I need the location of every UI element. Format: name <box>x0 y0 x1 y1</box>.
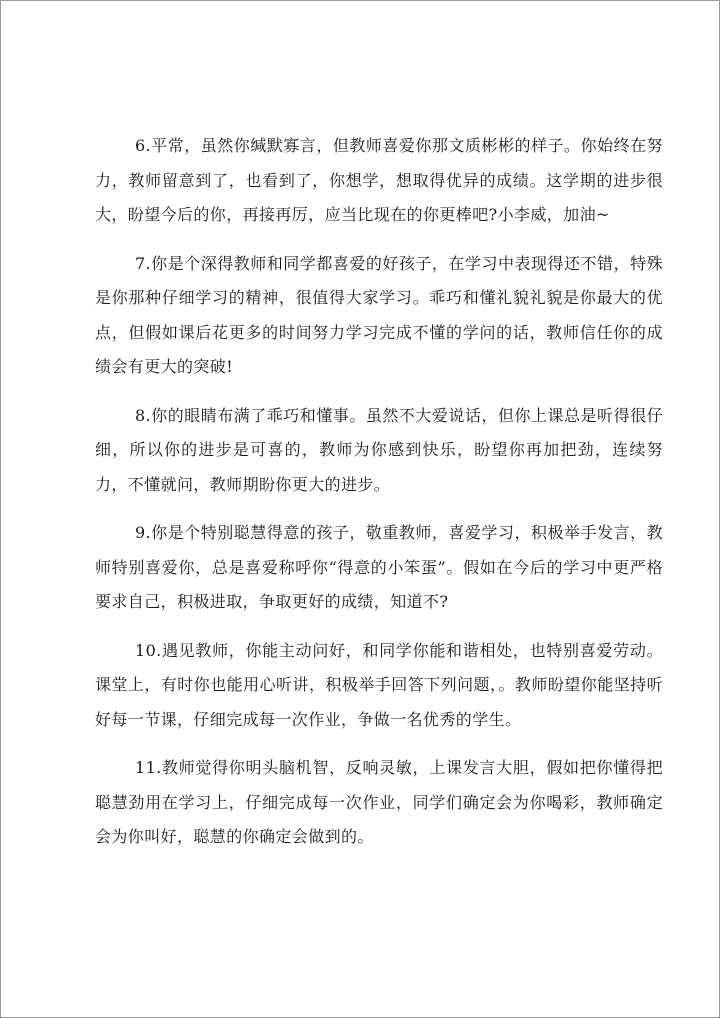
comment-paragraph-9: 9.你是个特别聪慧得意的孩子，敬重教师，喜爱学习，积极举手发言，教师特别喜爱你，总是喜爱称呼你“得意的小笨蛋”。假如在今后的学习中更严格要求自己，积极进取，争取更好的成绩，知道不? <box>95 523 663 611</box>
comment-paragraph-6: 6.平常，虽然你缄默寡言，但教师喜爱你那文质彬彬的样子。你始终在努力，教师留意到了，也看到了，你想学，想取得优异的成绩。这学期的进步很大，盼望今后的你，再接再厉，应当比现在的你更棒吧?小李威，加油~ <box>95 136 663 224</box>
comment-paragraph-8: 8.你的眼睛布满了乖巧和懂事。虽然不大爱说话，但你上课总是听得很仔细，所以你的进步是可喜的，教师为你感到快乐，盼望你再加把劲，连续努力，不懂就问，教师期盼你更大的进步。 <box>95 405 663 494</box>
comment-paragraph-7: 7.你是个深得教师和同学都喜爱的好孩子，在学习中表现得还不错，特殊是你那种仔细学习的精神，很值得大家学习。乖巧和懂礼貌礼貌是你最大的优点，但假如课后花更多的时间努力学习完成不懂的学问的话，教师信任你的成绩会有更大的突破! <box>95 253 663 376</box>
document-body <box>95 129 663 869</box>
comment-paragraph-11: 11.教师觉得你明头脑机智，反响灵敏，上课发言大胆，假如把你懂得把聪慧劲用在学习上，仔细完成每一次作业，同学们确定会为你喝彩，教师确定会为你叫好，聪慧的你确定会做到的。 <box>95 758 663 846</box>
comment-paragraph-10: 10.遇见教师，你能主动问好，和同学你能和谐相处，也特别喜爱劳动。课堂上，有时你也能用心听讲，积极举手回答下列问题，。教师盼望你能坚持听好每一节课，仔细完成每一次作业，争做一名优秀的学生。 <box>95 640 663 729</box>
